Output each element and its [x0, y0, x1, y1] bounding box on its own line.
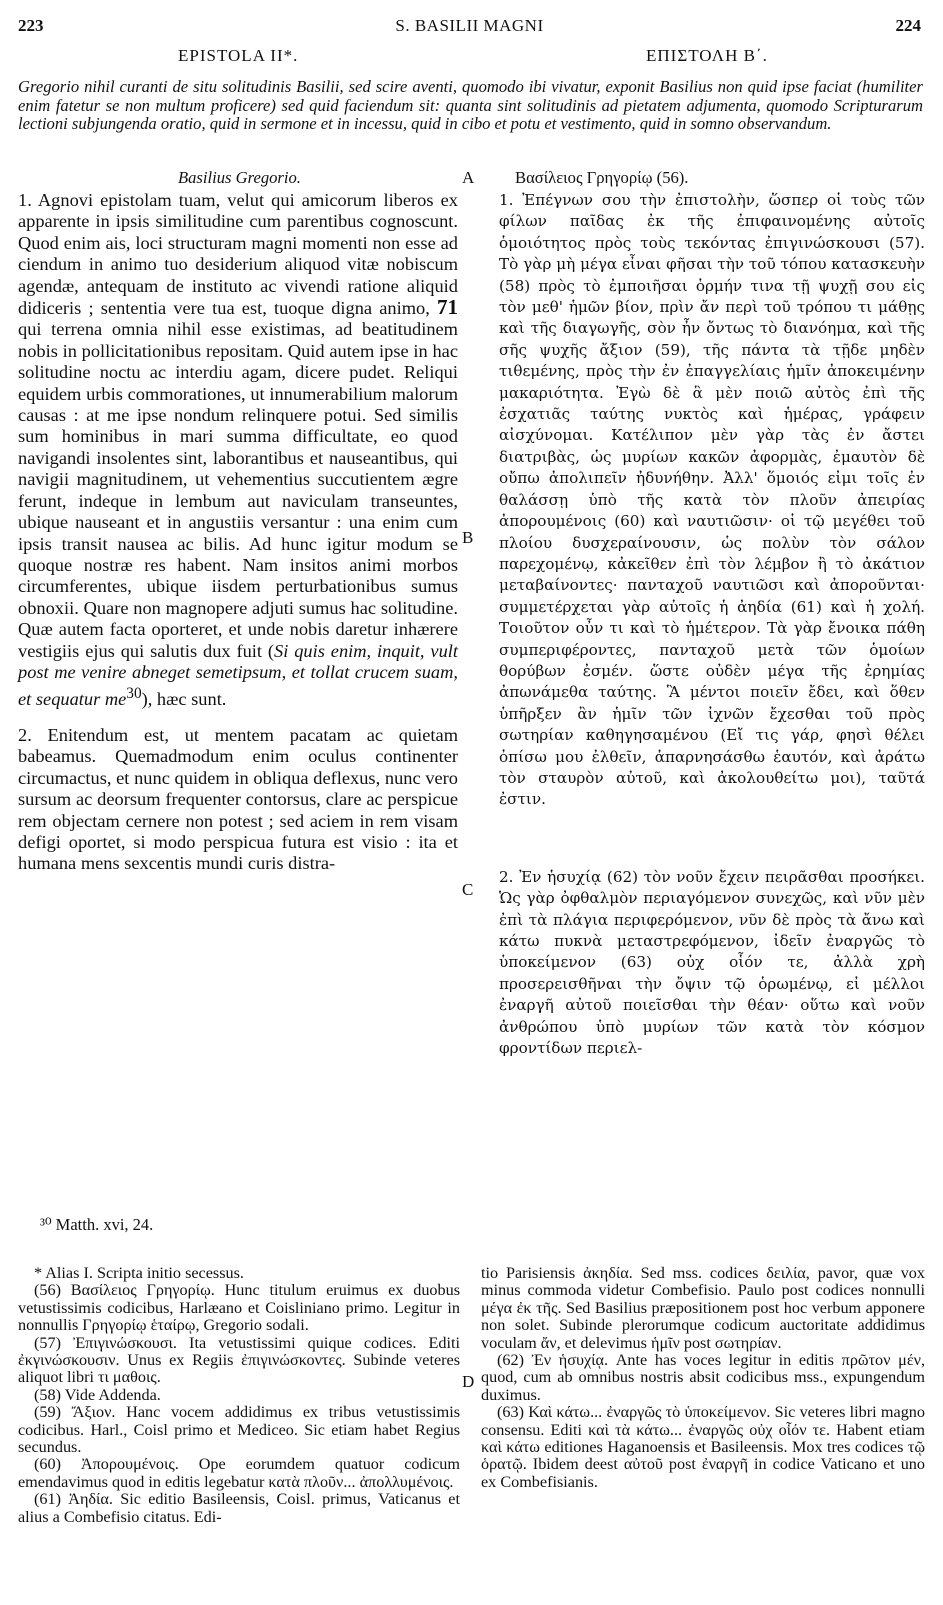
note: (58) Vide Addenda. [34, 1385, 161, 1404]
notes-right-column [481, 1265, 925, 1491]
letter-summary: Gregorio nihil curanti de situ solitudinis Basilii, sed scire aventi, quomodo ibi vivatur, exponit Basilius non quid ipse faciat (humiliter enim fatetur se non multum proficere) sed quid faciendum sit: quanta sint solitudinis ad pietatem adjumenta, quomodo Scripturarum lectioni subjungenda oratio, quid in sermone et in incessu, quid in cibo et potu et vestimento, quid in somno observandum. [18, 77, 923, 133]
footnote-ref: 30 [126, 685, 142, 703]
section-marker-a: A [462, 168, 475, 187]
note: (60) Ἀπορουμένοις. Ope eorumdem quatuor codicum emendavimus quod in editis legebatur κατὰ πλοῦν... ἀπολλυμένοις. [18, 1455, 460, 1491]
column-number-mark: 71 [437, 295, 458, 320]
note: (59) Ἄξιον. Hanc vocem addidimus ex tribus vetustissimis codicibus. Harl., Coisl primo et Mediceo. Sic etiam habet Regius secundus. [18, 1403, 460, 1457]
note: (56) Βασίλειος Γρηγορίῳ. Hunc titulum eruimus ex duobus vetustissimis codicibus, Harlæano et Coisliniano primo. Legitur in nonnullis Γρηγορίῳ ἑταίρῳ, Gregorio sodali. [18, 1281, 460, 1335]
scripture-footnote: ³⁰ Matth. xvi, 24. [40, 1215, 154, 1234]
greek-column [499, 190, 925, 1059]
note: * Alias I. Scripta initio secessus. [34, 1264, 244, 1282]
greek-paragraph-2: 2. Ἐν ἡσυχίᾳ (62) τὸν νοῦν ἔχειν πειρᾶσθαι προσήκει. Ὡς γὰρ ὀφθαλμὸν περιαγόμενον συνεχῶς, καὶ νῦν μὲν ἐπὶ τὰ πλάγια περιφερόμενον, νῦν δὲ πρὸς τὰ ἄνω καὶ κάτω πυκνὰ μεταστρεφόμενον, ἰδεῖν ἐναργῶς τὸ ὑποκείμενον (63) οὐχ οἷόν τε, ἀλλὰ χρὴ προσερεισθῆναι τὴν ὄψιν τῷ ὁρωμένῳ, εἰ μέλλοι ἐναργῆ αὐτοῦ ποιεῖσθαι τὴν θέαν· οὕτω καὶ νοῦν ἀνθρώπου ὑπὸ μυρίων τῶν κατὰ τὸν κόσμον φροντίδων περιελ- [499, 867, 925, 1058]
note: (63) Καὶ κάτω... ἐναργῶς τὸ ὑποκείμενον. Sic veteres libri magno consensu. Editi καὶ τὰ κάτω... ἐναργῶς οὐχ οἷόν τε. Habent etiam καὶ κάτω editiones Haganoensis et Basileensis. Mox tres codices τῷ ὁρατῷ. Ibidem deest αὐτοῦ post ἐναργῆ in codice Vaticano et uno ex Combefisianis. [481, 1403, 925, 1491]
epistola-latin-heading: EPISTOLA II*. [178, 46, 299, 65]
note: (57) Ἐπιγινώσκουσι. Ita vetustissimi quique codices. Editi ἐκγινώσκουσιν. Unus ex Regiis ἐπιγινώσκοντες. Subinde veteres aliquot libri τι μαθοις. [18, 1333, 460, 1387]
page-header [18, 16, 921, 42]
latin-paragraph-1: 1. Agnovi epistolam tuam, velut qui amicorum liberos ex apparente in ipsis similitudine cum parentibus cognoscunt. Quod enim ais, loci structuram magni momenti non esse ad ciendum in animo tuo desiderium aliquod vitæ nobiscum agendæ, antequam de instituto ac vivendi ratione aliquid didiceris ; sententia vere tua est, tuoque digna animo, 71 qui terrena omnia nihil esse existimas, ad beatitudinem nobis in pollicitationibus repositam. Quid autem ipse in hac solitudine noctu ac interdiu agam, dicere pudet. Reliqui equidem urbis commorationes, ut innumerabilium malorum causas : at me ipse nondum relinquere potui. Sed similis sum hominibus in mari summa difficultate, eo quod navigandi insolentes sint, laborantibus et nauseantibus, qui navigii magnitudinem, ut vehementius succutientem ægre ferunt, indeque in lembum aut naviculam transeuntes, ubique nauseant et in angustiis versantur : una enim cum ipsis transit nausea ac bilis. Ad hunc igitur modum se quoque nostræ res habent. Nam insitos animi morbos circumferentes, ubique iisdem perturbationibus sumus obnoxii. Quare non magnopere adjuti sumus hac solitudine. Quæ autem facta oporteret, et unde nobis daretur inhærere vestigiis ejus qui salutis dux fuit (Si quis enim, inquit, vult post me venire abneget semetipsum, et tollat crucem suam, et sequatur $me^{30}$), hæc sunt. [18, 190, 458, 710]
epistola-greek-heading: ΕΠΙΣΤΟΛΗ Β΄. [646, 46, 768, 65]
salutation-latin: Basilius Gregorio. [178, 168, 301, 187]
section-marker-c: C [462, 880, 474, 899]
latin-column [18, 190, 458, 875]
note: (61) Ἀηδία. Sic editio Basileensis, Coisl. primus, Vaticanus et alius a Combefisio citatus. Edi- [18, 1490, 460, 1526]
section-marker-d: D [462, 1372, 475, 1391]
running-title: S. BASILII MAGNI [395, 16, 544, 35]
section-marker-b: B [462, 528, 474, 547]
note: (62) Ἐν ἡσυχίᾳ. Ante has voces legitur in editis πρῶτον μέν, quod, cum ab omnibus nostris absit codicibus mss., expungendum duximus. [481, 1351, 925, 1404]
scripture-quote: Si quis enim, inquit, vult post me venire abneget semetipsum, et tollat crucem suam, et sequatur me [18, 640, 458, 710]
salutation-greek: Βασίλειος Γρηγορίῳ (56). [515, 168, 689, 187]
page-number-left: 223 [18, 16, 44, 35]
latin-paragraph-2: 2. Enitendum est, ut mentem pacatam ac quietam babeamus. Quemadmodum enim oculus continenter circumactus, et nunc quidem in obliqua deflexus, nunc vero sursum ac deorsum frequenter contorsus, clare ac perspicue rem objectam cernere non potest ; sed aciem in rem visam defigi oportet, si modo perspicua futura est visio : ita et humana mens sexcentis mundi curis distra- [18, 724, 458, 874]
greek-paragraph-1: 1. Ἐπέγνων σου τὴν ἐπιστολὴν, ὥσπερ οἱ τοὺς τῶν φίλων παῖδας ἐκ τῆς ἐπιφαινομένης αὐτοῖς ὁμοιότητος πρὸς τοὺς τεκόντας ἐπιγινώσκουσι (57). Τὸ γὰρ μὴ μέγα εἶναι φῆσαι τὴν τοῦ τόπου κατασκευὴν (58) πρὸς τὸ ἐμποιῆσαι ὁρμήν τινα τῇ ψυχῇ σου εἰς τὸν μεθ' ἡμῶν βίον, πρὶν ἄν περὶ τοῦ τρόπου τι μάθῃς καὶ τῆς διαγωγῆς, σὸν ἦν ὄντως τὸ διανόημα, καὶ τῆς σῆς ψυχῆς ἄξιον (59), τῆς πάντα τὰ τῇδε μηδὲν τιθεμένης, πρὸς τὴν ἐν ἐπαγγελίαις ἡμῖν ἀποκειμένην μακαριότητα. Ἐγὼ δὲ ἃ μὲν ποιῶ αὐτὸς ἐπὶ τῆς ἐσχατιᾶς ταύτης νυκτὸς καὶ ἡμέρας, γράφειν αἰσχύνομαι. Κατέλιπον μὲν γὰρ τὰς ἐν ἄστει διατριβὰς, ὡς μυρίων κακῶν ἀφορμὰς, ἐμαυτὸν δὲ οὔπω ἀπολιπεῖν ἠδυνήθην. Ἀλλ' ὅμοιός εἰμι τοῖς ἐν θαλάσσῃ ὑπὸ τῆς κατὰ τὸν πλοῦν ἀπειρίας ἀπορουμένοις (60) καὶ ναυτιῶσιν· οἱ τῷ μεγέθει τοῦ πλοίου δυσχεραίνουσιν, ὡς πολὺν τὸν σάλον παρεχομένῳ, κἀκεῖθεν ἐπὶ τὸν λέμβον ἢ τὸ ἀκάτιον μεταβαίνοντες· πανταχοῦ ναυτιῶσι καὶ ἀποροῦνται· συμμετέρχεται γὰρ αὐτοῖς ἡ ἀηδία (61) καὶ ἡ χολή. Τοιοῦτον οὖν τι καὶ τὸ ἡμέτερον. Τὰ γὰρ ἔνοικα πάθη συμπεριφέροντες, πανταχοῦ μετὰ τῶν ὁμοίων θορύβων ἐσμέν. ὥστε οὐδὲν μέγα τῆς ἐρημίας ἀπωνάμεθα ταύτης. Ἃ μέντοι ποιεῖν ἔδει, καὶ ὅθεν ὑπῆρξεν ἂν ἡμῖν τῶν ἰχνῶν ἔχεσθαι τοῦ πρὸς σωτηρίαν καθηγησαμένου (Εἴ τις γάρ, φησὶ θέλει ὀπίσω μου ἐλθεῖν, ἀπαρνησάσθω ἑαυτόν, καὶ ἀράτω τὸν σταυρὸν αὐτοῦ, καὶ ἀκολουθείτω μοι), ταῦτά ἐστιν. [499, 191, 925, 809]
notes-left-column [18, 1265, 460, 1526]
note: tio Parisiensis ἀκηδία. Sed mss. codices δειλία, pavor, quæ vox minus commoda videtur Combefisio. Paulo post codices nonnulli μέγα ἐκ τῆς. Sed Basilius præpositionem post hoc verbum apponere non solet. Subinde plerorumque codicum auctoritate addidimus voculam ἄν, et delevimus ἡμῖν post σωτηρίαν. [481, 1264, 925, 1352]
page-number-right: 224 [895, 16, 921, 35]
